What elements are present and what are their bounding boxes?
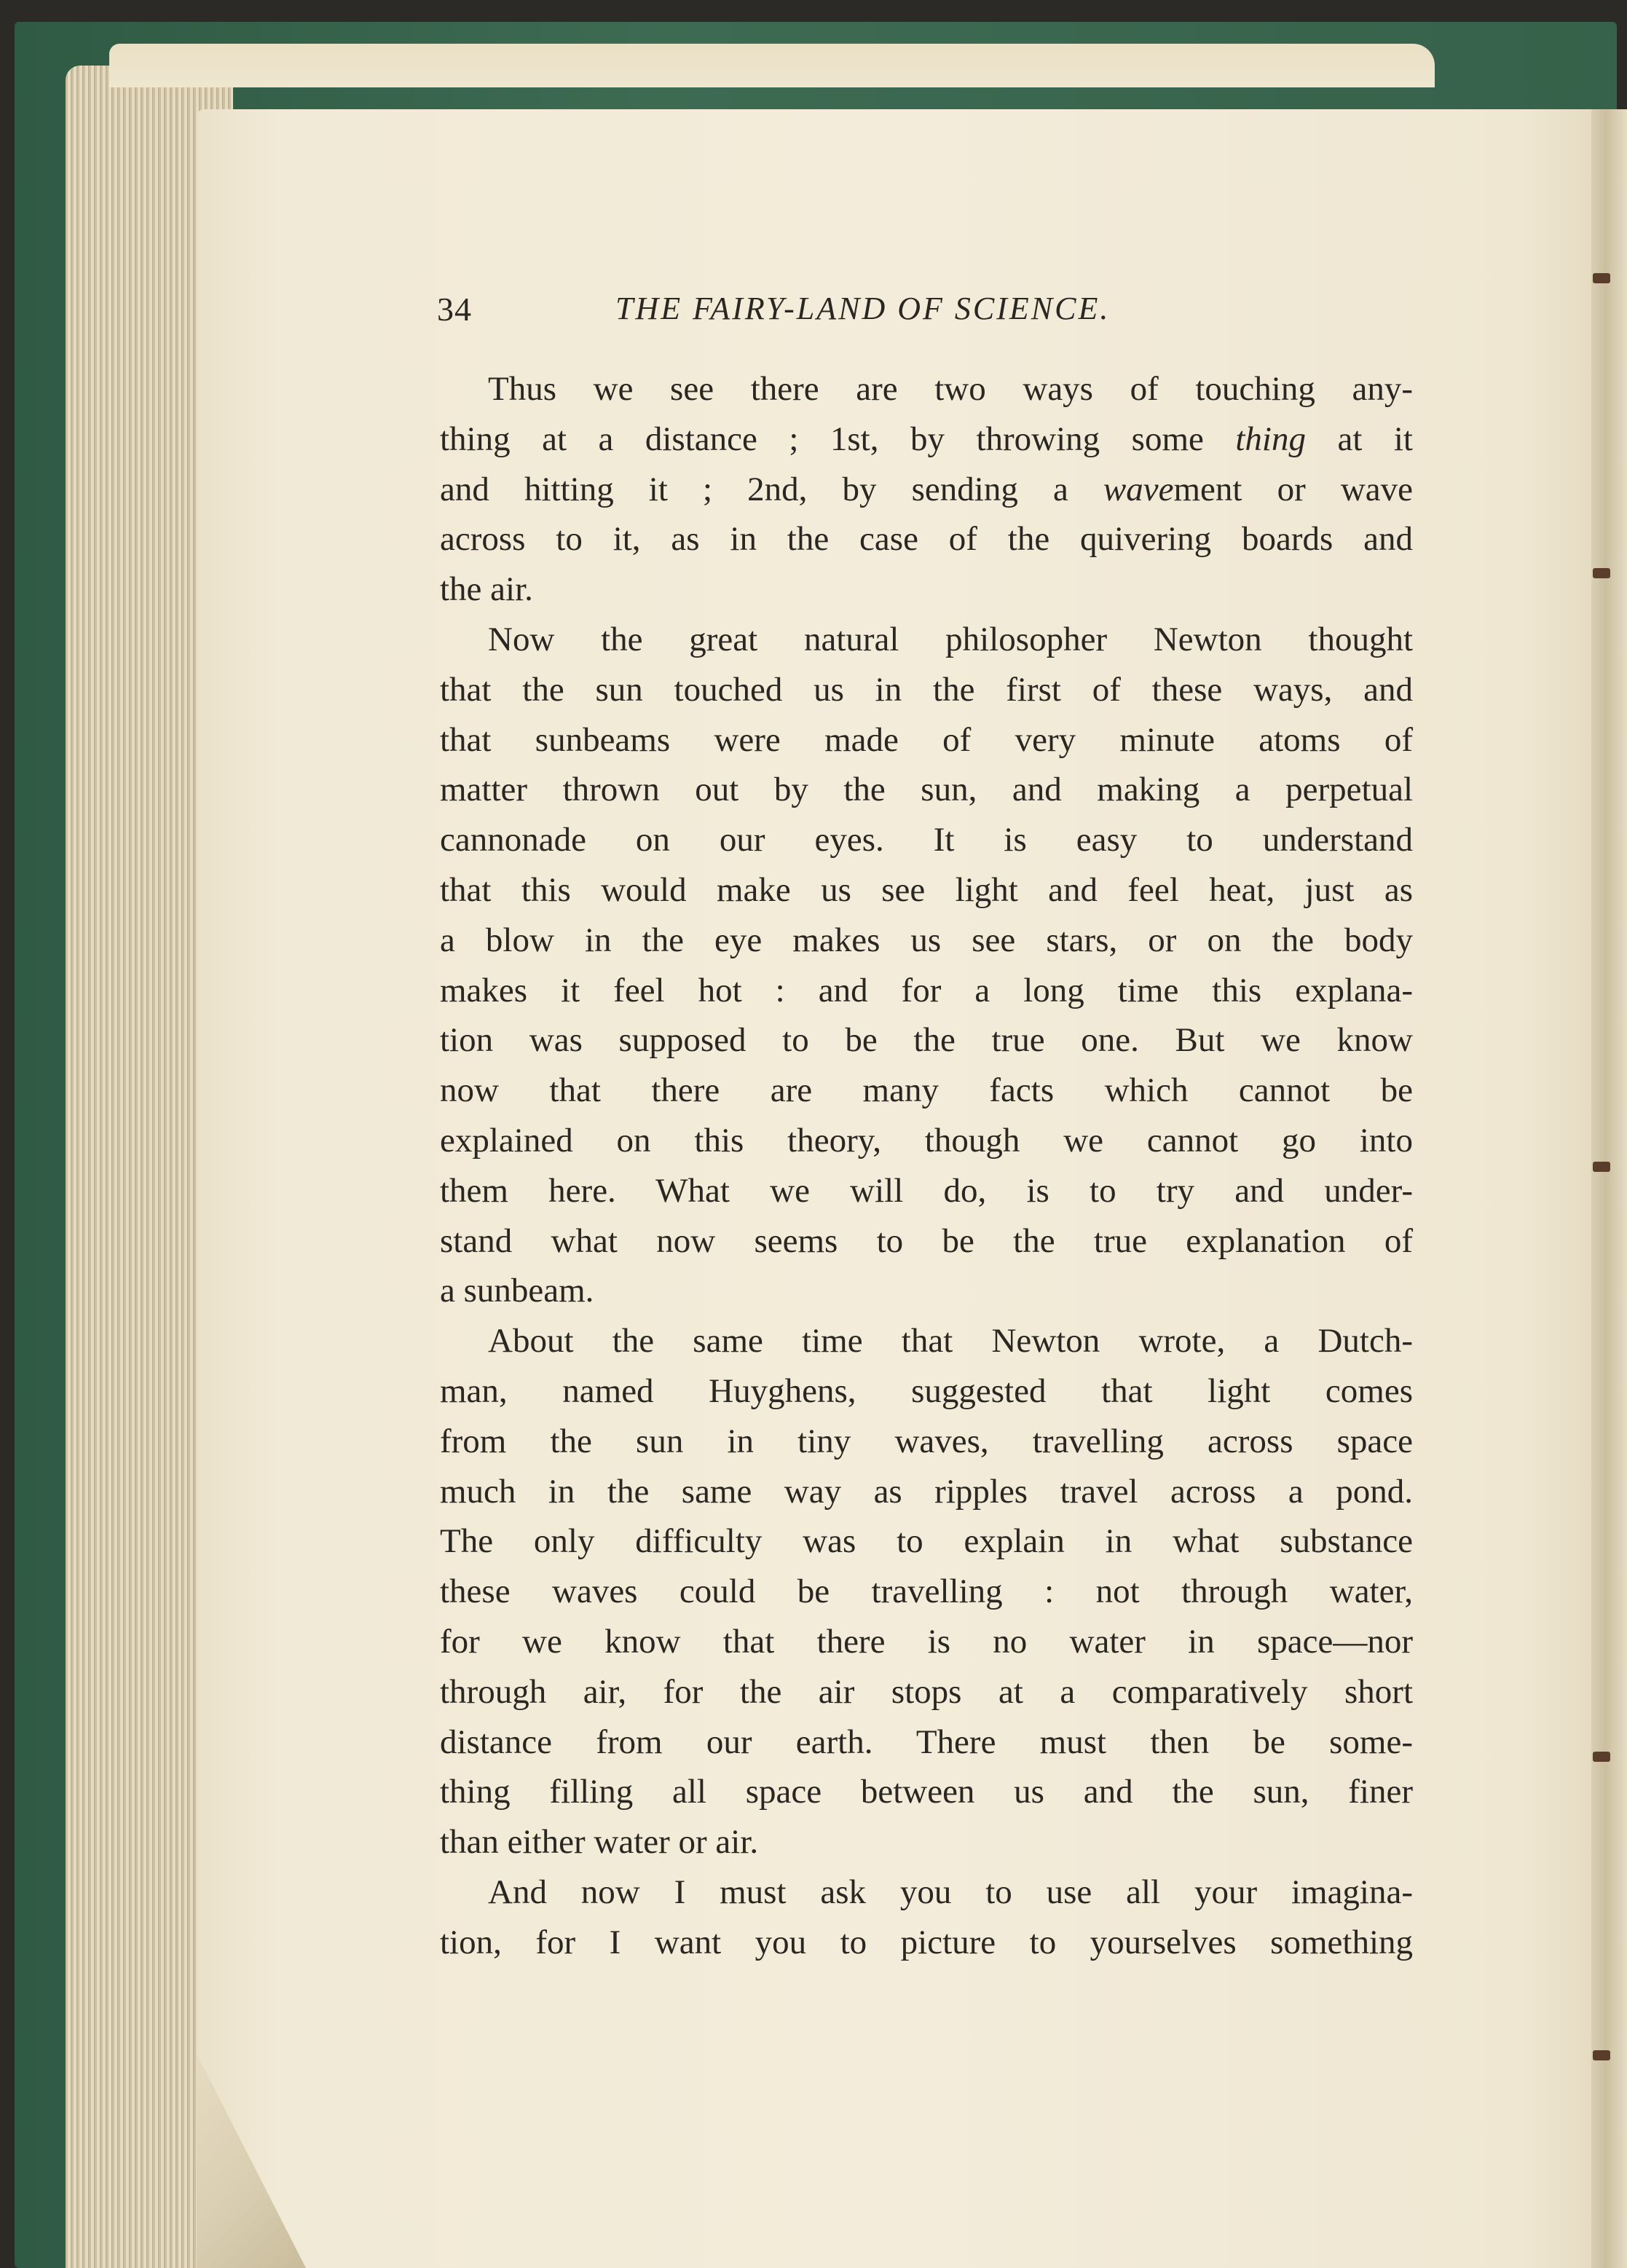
text-line: much in the same way as ripples travel across a pond. <box>440 1472 1413 1511</box>
text-line: man, named Huyghens, suggested that light comes <box>440 1371 1413 1410</box>
text-line: for we know that there is no water in space—nor <box>440 1622 1413 1661</box>
text-line: these waves could be travelling : not through water, <box>440 1572 1413 1611</box>
text-line: stand what now seems to be the true explanation of <box>440 1221 1413 1260</box>
text-line: a blow in the eye makes us see stars, or on the body <box>440 921 1413 959</box>
top-page-edge <box>109 44 1435 87</box>
binding-thread <box>1593 273 1610 283</box>
running-header <box>437 290 1427 334</box>
paragraph <box>440 1316 1413 1867</box>
text-line: and hitting it ; 2nd, by sending a wavement or wave <box>440 470 1413 508</box>
text-line: than either water or air. <box>440 1823 759 1862</box>
text-line: Thus we see there are two ways of touching any- <box>488 370 1413 408</box>
text-line: that this would make us see light and feel heat, just as <box>440 870 1413 909</box>
text-line: from the sun in tiny waves, travelling across space <box>440 1422 1413 1460</box>
text-line: tion, for I want you to picture to yourselves something <box>440 1923 1413 1961</box>
text-line: cannonade on our eyes. It is easy to understand <box>440 821 1413 859</box>
paragraph <box>440 1867 1413 1968</box>
paragraph <box>440 364 1413 615</box>
text-line: the air. <box>440 570 533 609</box>
text-line: thing at a distance ; 1st, by throwing some thing at it <box>440 420 1413 458</box>
text-line: across to it, as in the case of the quivering boards and <box>440 520 1413 559</box>
text-line: that the sun touched us in the first of these ways, and <box>440 670 1413 709</box>
text-line: them here. What we will do, is to try and under- <box>440 1171 1413 1210</box>
text-line: makes it feel hot : and for a long time this explana- <box>440 971 1413 1009</box>
text-line: that sunbeams were made of very minute atoms of <box>440 720 1413 759</box>
text-line: tion was supposed to be the true one. But we know <box>440 1021 1413 1060</box>
text-line: a sunbeam. <box>440 1272 594 1310</box>
text-line: Now the great natural philosopher Newton thought <box>488 620 1413 658</box>
binding-thread <box>1593 568 1610 578</box>
text-line: distance from our earth. There must then be some- <box>440 1722 1413 1761</box>
binding-thread <box>1593 2050 1610 2060</box>
text-line: through air, for the air stops at a comparatively short <box>440 1672 1413 1711</box>
body-text <box>440 364 1413 1968</box>
text-line: The only difficulty was to explain in what substance <box>440 1522 1413 1561</box>
paragraph <box>440 615 1413 1316</box>
text-line: thing filling all space between us and the sun, finer <box>440 1773 1413 1811</box>
text-line: explained on this theory, though we cannot go into <box>440 1121 1413 1159</box>
text-line: matter thrown out by the sun, and making a perpetual <box>440 771 1413 809</box>
text-line: now that there are many facts which cannot be <box>440 1071 1413 1110</box>
running-title: THE FAIRY-LAND OF SCIENCE. <box>615 291 1111 326</box>
text-line: And now I must ask you to use all your imagina- <box>488 1873 1413 1911</box>
binding-thread <box>1593 1162 1610 1172</box>
page-number: 34 <box>437 291 472 328</box>
binding-thread <box>1593 1752 1610 1762</box>
right-page-edge <box>1591 109 1627 2268</box>
text-line: About the same time that Newton wrote, a Dutch- <box>488 1322 1413 1361</box>
